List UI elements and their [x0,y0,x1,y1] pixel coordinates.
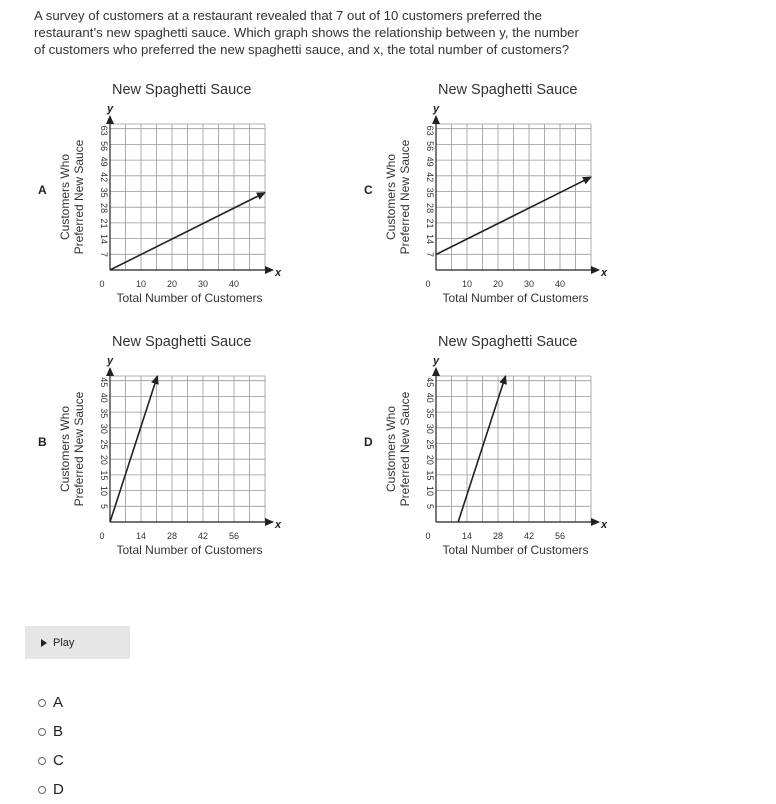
x-tick-label: 42 [523,531,535,541]
x-tick-label: 20 [492,279,504,289]
y-axis-letter: y [107,103,114,115]
y-axis-title: Customers Who [384,405,398,493]
y-tick-label: 5 [425,503,435,509]
x-tick-label: 10 [461,279,473,289]
series-line [458,376,505,522]
radio-button[interactable] [38,757,46,765]
answer-choice-d[interactable] [38,775,64,804]
x-tick-label: 42 [197,531,209,541]
y-tick-label: 15 [425,470,435,481]
origin-label: 0 [425,531,431,541]
y-tick-label: 25 [99,439,109,450]
y-tick-label: 35 [99,408,109,419]
y-tick-label: 35 [99,187,109,198]
y-tick-label: 15 [99,470,109,481]
play-icon [41,639,47,647]
x-axis-title: Total Number of Customers [116,543,263,557]
answer-choice-c[interactable] [38,746,64,775]
x-axis-letter: x [601,519,608,531]
y-tick-label: 14 [99,234,109,245]
series-line [110,376,157,522]
y-tick-label: 21 [425,218,435,229]
y-tick-label: 30 [425,423,435,434]
y-tick-label: 49 [99,156,109,167]
y-tick-label: 25 [425,439,435,450]
radio-button[interactable] [38,699,46,707]
y-tick-label: 10 [425,485,435,496]
y-tick-label: 7 [99,252,109,258]
option-letter: C [364,183,373,197]
y-axis-title: Preferred New Sauce [398,391,412,507]
y-tick-label: 45 [99,377,109,388]
y-axis-letter: y [433,103,440,115]
play-button[interactable] [25,626,130,659]
x-tick-label: 20 [166,279,178,289]
x-axis-title: Total Number of Customers [442,543,589,557]
y-tick-label: 35 [425,187,435,198]
y-tick-label: 40 [425,392,435,403]
radio-button[interactable] [38,728,46,736]
x-tick-label: 56 [228,531,240,541]
origin-label: 0 [99,279,105,289]
answer-choice-b[interactable] [38,717,64,746]
chart-title: New Spaghetti Sauce [112,334,252,350]
question-line: A survey of customers at a restaurant revealed that 7 out of 10 customers preferred the [34,8,542,23]
x-axis-letter: x [601,267,608,279]
answer-choice-a[interactable] [38,688,64,717]
y-tick-label: 56 [99,141,109,152]
y-tick-label: 14 [425,234,435,245]
y-axis-title: Customers Who [58,153,72,241]
x-axis-title: Total Number of Customers [116,291,263,305]
graph-a [38,82,282,305]
x-tick-label: 40 [554,279,566,289]
option-letter: A [38,183,47,197]
answer-label: D [53,781,64,798]
x-axis-letter: x [275,519,282,531]
y-axis-letter: y [107,355,114,367]
answer-label: A [53,694,64,711]
y-tick-label: 20 [425,454,435,465]
option-letter: D [364,435,373,449]
x-tick-label: 10 [135,279,147,289]
x-tick-label: 14 [135,531,147,541]
y-axis-title: Customers Who [384,153,398,241]
x-tick-label: 30 [523,279,535,289]
answer-choices [38,688,64,804]
y-axis-title: Preferred New Sauce [72,391,86,507]
y-tick-label: 20 [99,454,109,465]
y-tick-label: 5 [99,503,109,509]
y-axis-letter: y [433,355,440,367]
play-label: Play [53,636,75,649]
chart-title: New Spaghetti Sauce [112,82,252,98]
y-tick-label: 35 [425,408,435,419]
x-tick-label: 14 [461,531,473,541]
y-axis-title: Customers Who [58,405,72,493]
answer-label: B [53,723,64,740]
y-tick-label: 30 [99,423,109,434]
x-tick-label: 28 [166,531,178,541]
x-tick-label: 40 [228,279,240,289]
x-tick-label: 56 [554,531,566,541]
question-line: restaurant’s new spaghetti sauce. Which graph shows the relationship between y, the number [34,25,579,40]
y-axis-title: Preferred New Sauce [72,139,86,255]
y-tick-label: 42 [425,172,435,183]
x-tick-label: 30 [197,279,209,289]
y-tick-label: 63 [99,125,109,136]
y-tick-label: 40 [99,392,109,403]
y-tick-label: 63 [425,125,435,136]
y-axis-title: Preferred New Sauce [398,139,412,255]
origin-label: 0 [99,531,105,541]
y-tick-label: 10 [99,485,109,496]
x-axis-letter: x [275,267,282,279]
y-tick-label: 28 [99,203,109,214]
y-tick-label: 45 [425,377,435,388]
graph-c [364,82,608,305]
graph-d [364,334,608,557]
answer-label: C [53,752,64,769]
chart-title: New Spaghetti Sauce [438,334,578,350]
y-tick-label: 28 [425,203,435,214]
y-tick-label: 49 [425,156,435,167]
radio-button[interactable] [38,786,46,794]
question-line: of customers who preferred the new spaghetti sauce, and x, the total number of customers? [34,42,570,57]
option-letter: B [38,435,47,449]
y-tick-label: 42 [99,172,109,183]
chart-title: New Spaghetti Sauce [438,82,578,98]
origin-label: 0 [425,279,431,289]
graph-b [38,334,282,557]
y-tick-label: 7 [425,252,435,258]
y-tick-label: 56 [425,141,435,152]
x-axis-title: Total Number of Customers [442,291,589,305]
y-tick-label: 21 [99,218,109,229]
x-tick-label: 28 [492,531,504,541]
